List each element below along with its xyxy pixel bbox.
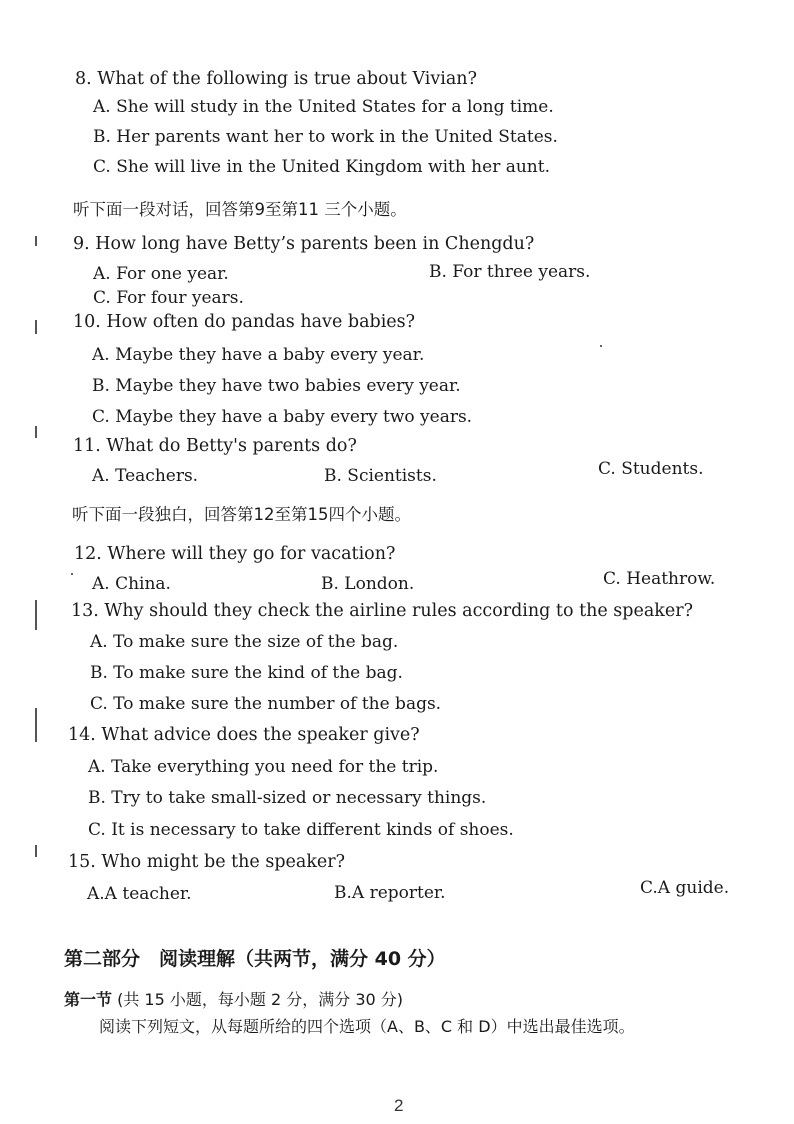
question-14-option-a: A. Take everything you need for the trip.: [88, 757, 439, 777]
question-8-option-b: B. Her parents want her to work in the United States.: [93, 127, 558, 147]
question-13: 13. Why should they check the airline rules according to the speaker?: [71, 601, 693, 621]
instruction-monologue-12-15: 听下面一段独白，回答第12至第15四个小题。: [72, 505, 411, 524]
question-9-option-b: B. For three years.: [429, 262, 591, 282]
scan-mark: [35, 600, 37, 630]
question-13-option-a: A. To make sure the size of the bag.: [90, 632, 399, 652]
scan-mark: [35, 708, 37, 742]
question-10-option-a: A. Maybe they have a baby every year.: [92, 345, 425, 365]
scan-mark: [35, 320, 37, 334]
question-14-option-c: C. It is necessary to take different kinds of shoes.: [88, 820, 514, 840]
question-11-option-a: A. Teachers.: [92, 466, 199, 486]
scan-mark: [35, 426, 37, 438]
question-8-option-a: A. She will study in the United States for a long time.: [93, 97, 554, 117]
scan-dot: [600, 345, 602, 347]
question-13-option-b: B. To make sure the kind of the bag.: [90, 663, 403, 683]
scan-dot: [71, 573, 73, 575]
part-two-heading: 第二部分 阅读理解（共两节，满分 40 分）: [64, 948, 446, 970]
question-12: 12. Where will they go for vacation?: [74, 544, 396, 564]
page-number: 2: [394, 1096, 404, 1115]
question-12-option-a: A. China.: [92, 574, 171, 594]
instruction-dialogue-9-11: 听下面一段对话，回答第9至第11 三个小题。: [73, 200, 407, 219]
question-15: 15. Who might be the speaker?: [68, 852, 346, 872]
question-11: 11. What do Betty's parents do?: [73, 436, 357, 456]
scan-mark: [35, 845, 37, 857]
question-9-option-c: C. For four years.: [93, 288, 244, 308]
question-10-option-b: B. Maybe they have two babies every year.: [92, 376, 461, 396]
reading-directions: 阅读下列短文，从每题所给的四个选项（A、B、C 和 D）中选出最佳选项。: [99, 1017, 635, 1036]
question-15-option-c: C.A guide.: [640, 878, 730, 898]
section-one-detail: (共 15 小题，每小题 2 分，满分 30 分): [112, 990, 404, 1009]
question-9: 9. How long have Betty’s parents been in Chengdu?: [73, 234, 535, 254]
question-12-option-c: C. Heathrow.: [603, 569, 716, 589]
question-9-option-a: A. For one year.: [93, 264, 229, 284]
question-14-option-b: B. Try to take small-sized or necessary things.: [88, 788, 487, 808]
section-one-label: 第一节: [64, 990, 113, 1009]
question-15-option-b: B.A reporter.: [334, 883, 446, 903]
question-14: 14. What advice does the speaker give?: [68, 725, 420, 745]
question-10: 10. How often do pandas have babies?: [73, 312, 416, 332]
question-11-option-c: C. Students.: [598, 459, 704, 479]
question-11-option-b: B. Scientists.: [324, 466, 437, 486]
question-15-option-a: A.A teacher.: [87, 884, 192, 904]
question-8: 8. What of the following is true about Vivian?: [75, 69, 477, 89]
question-8-option-c: C. She will live in the United Kingdom with her aunt.: [93, 157, 550, 177]
question-13-option-c: C. To make sure the number of the bags.: [90, 694, 442, 714]
section-one-heading: [64, 989, 403, 1011]
scan-mark: [35, 236, 37, 246]
question-12-option-b: B. London.: [321, 574, 415, 594]
question-10-option-c: C. Maybe they have a baby every two years.: [92, 407, 473, 427]
